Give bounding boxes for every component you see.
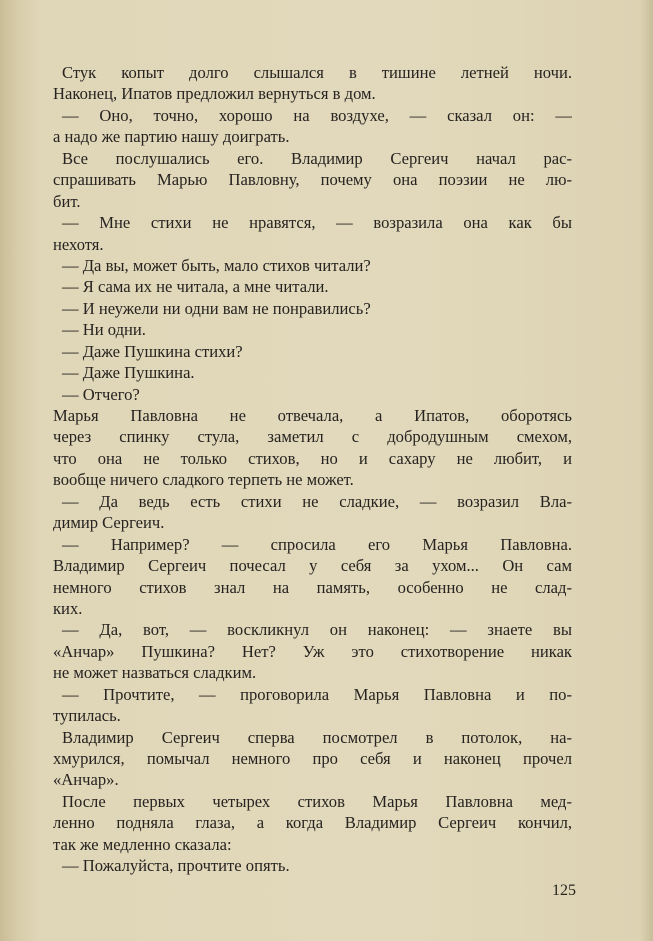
- text-line: ленно подняла глаза, а когда Владимир Сергеич кончил,: [53, 813, 572, 833]
- text-line: Владимир Сергеич сперва посмотрел в потолок, на-: [62, 727, 572, 747]
- text-line: — Даже Пушкина стихи?: [62, 341, 243, 361]
- text-line: — Да, вот, — воскликнул он наконец: — знаете вы: [62, 620, 572, 640]
- text-line: — Да вы, может быть, мало стихов читали?: [62, 255, 371, 275]
- text-line: — И неужели ни одни вам не понравились?: [62, 298, 371, 318]
- text-line: Марья Павловна не отвечала, а Ипатов, оборотясь: [53, 406, 572, 425]
- text-line: — Мне стихи не нравятся, — возразила она как бы: [62, 213, 572, 233]
- text-line: а надо же партию нашу доиграть.: [53, 127, 290, 147]
- text-line: — Отчего?: [62, 384, 140, 404]
- text-line: Наконец, Ипатов предложил вернуться в дом.: [53, 84, 376, 104]
- text-line: — Прочтите, — проговорила Марья Павловна и по-: [62, 684, 572, 704]
- text-line: ких.: [53, 598, 83, 618]
- text-line: что она не только стихов, но и сахару не любит, и: [53, 448, 572, 468]
- text-line: Стук копыт долго слышался в тишине летней ночи.: [62, 63, 572, 82]
- text-line: — Да ведь есть стихи не сладкие, — возразил Вла-: [62, 491, 572, 511]
- text-line: бит.: [53, 191, 81, 211]
- text-line: — Пожалуйста, прочтите опять.: [62, 856, 290, 876]
- text-line: вообще ничего сладкого терпеть не может.: [53, 470, 354, 490]
- text-line: — Например? — спросила его Марья Павловна.: [62, 534, 572, 554]
- text-line: не может назваться сладким.: [53, 663, 257, 683]
- text-line: хмурился, помычал немного про себя и наконец прочел: [53, 749, 572, 768]
- text-line: — Ни одни.: [62, 320, 146, 340]
- text-line: так же медленно сказала:: [53, 834, 232, 854]
- text-line: нехотя.: [53, 234, 104, 254]
- text-line: через спинку стула, заметил с добродушным смехом,: [53, 427, 572, 447]
- text-line: — Даже Пушкина.: [62, 363, 195, 383]
- text-line: «Анчар» Пушкина? Нет? Уж это стихотворение никак: [53, 641, 572, 661]
- text-line: «Анчар».: [53, 770, 119, 790]
- text-line: Все послушались его. Владимир Сергеич начал рас-: [62, 148, 572, 168]
- text-line: Владимир Сергеич почесал у себя за ухом... Он сам: [53, 556, 572, 576]
- text-line: димир Сергеич.: [53, 513, 165, 533]
- book-page-text: [53, 62, 572, 877]
- text-line: — Оно, точно, хорошо на воздухе, — сказал он: —: [62, 105, 572, 125]
- page-number: 125: [552, 882, 576, 899]
- text-line: После первых четырех стихов Марья Павловна мед-: [62, 791, 572, 811]
- text-line: — Я сама их не читала, а мне читали.: [62, 277, 329, 297]
- text-line: тупилась.: [53, 706, 121, 726]
- text-line: спрашивать Марью Павловну, почему она поэзии не лю-: [53, 170, 572, 190]
- text-line: немного стихов знал на память, особенно не слад-: [53, 577, 572, 597]
